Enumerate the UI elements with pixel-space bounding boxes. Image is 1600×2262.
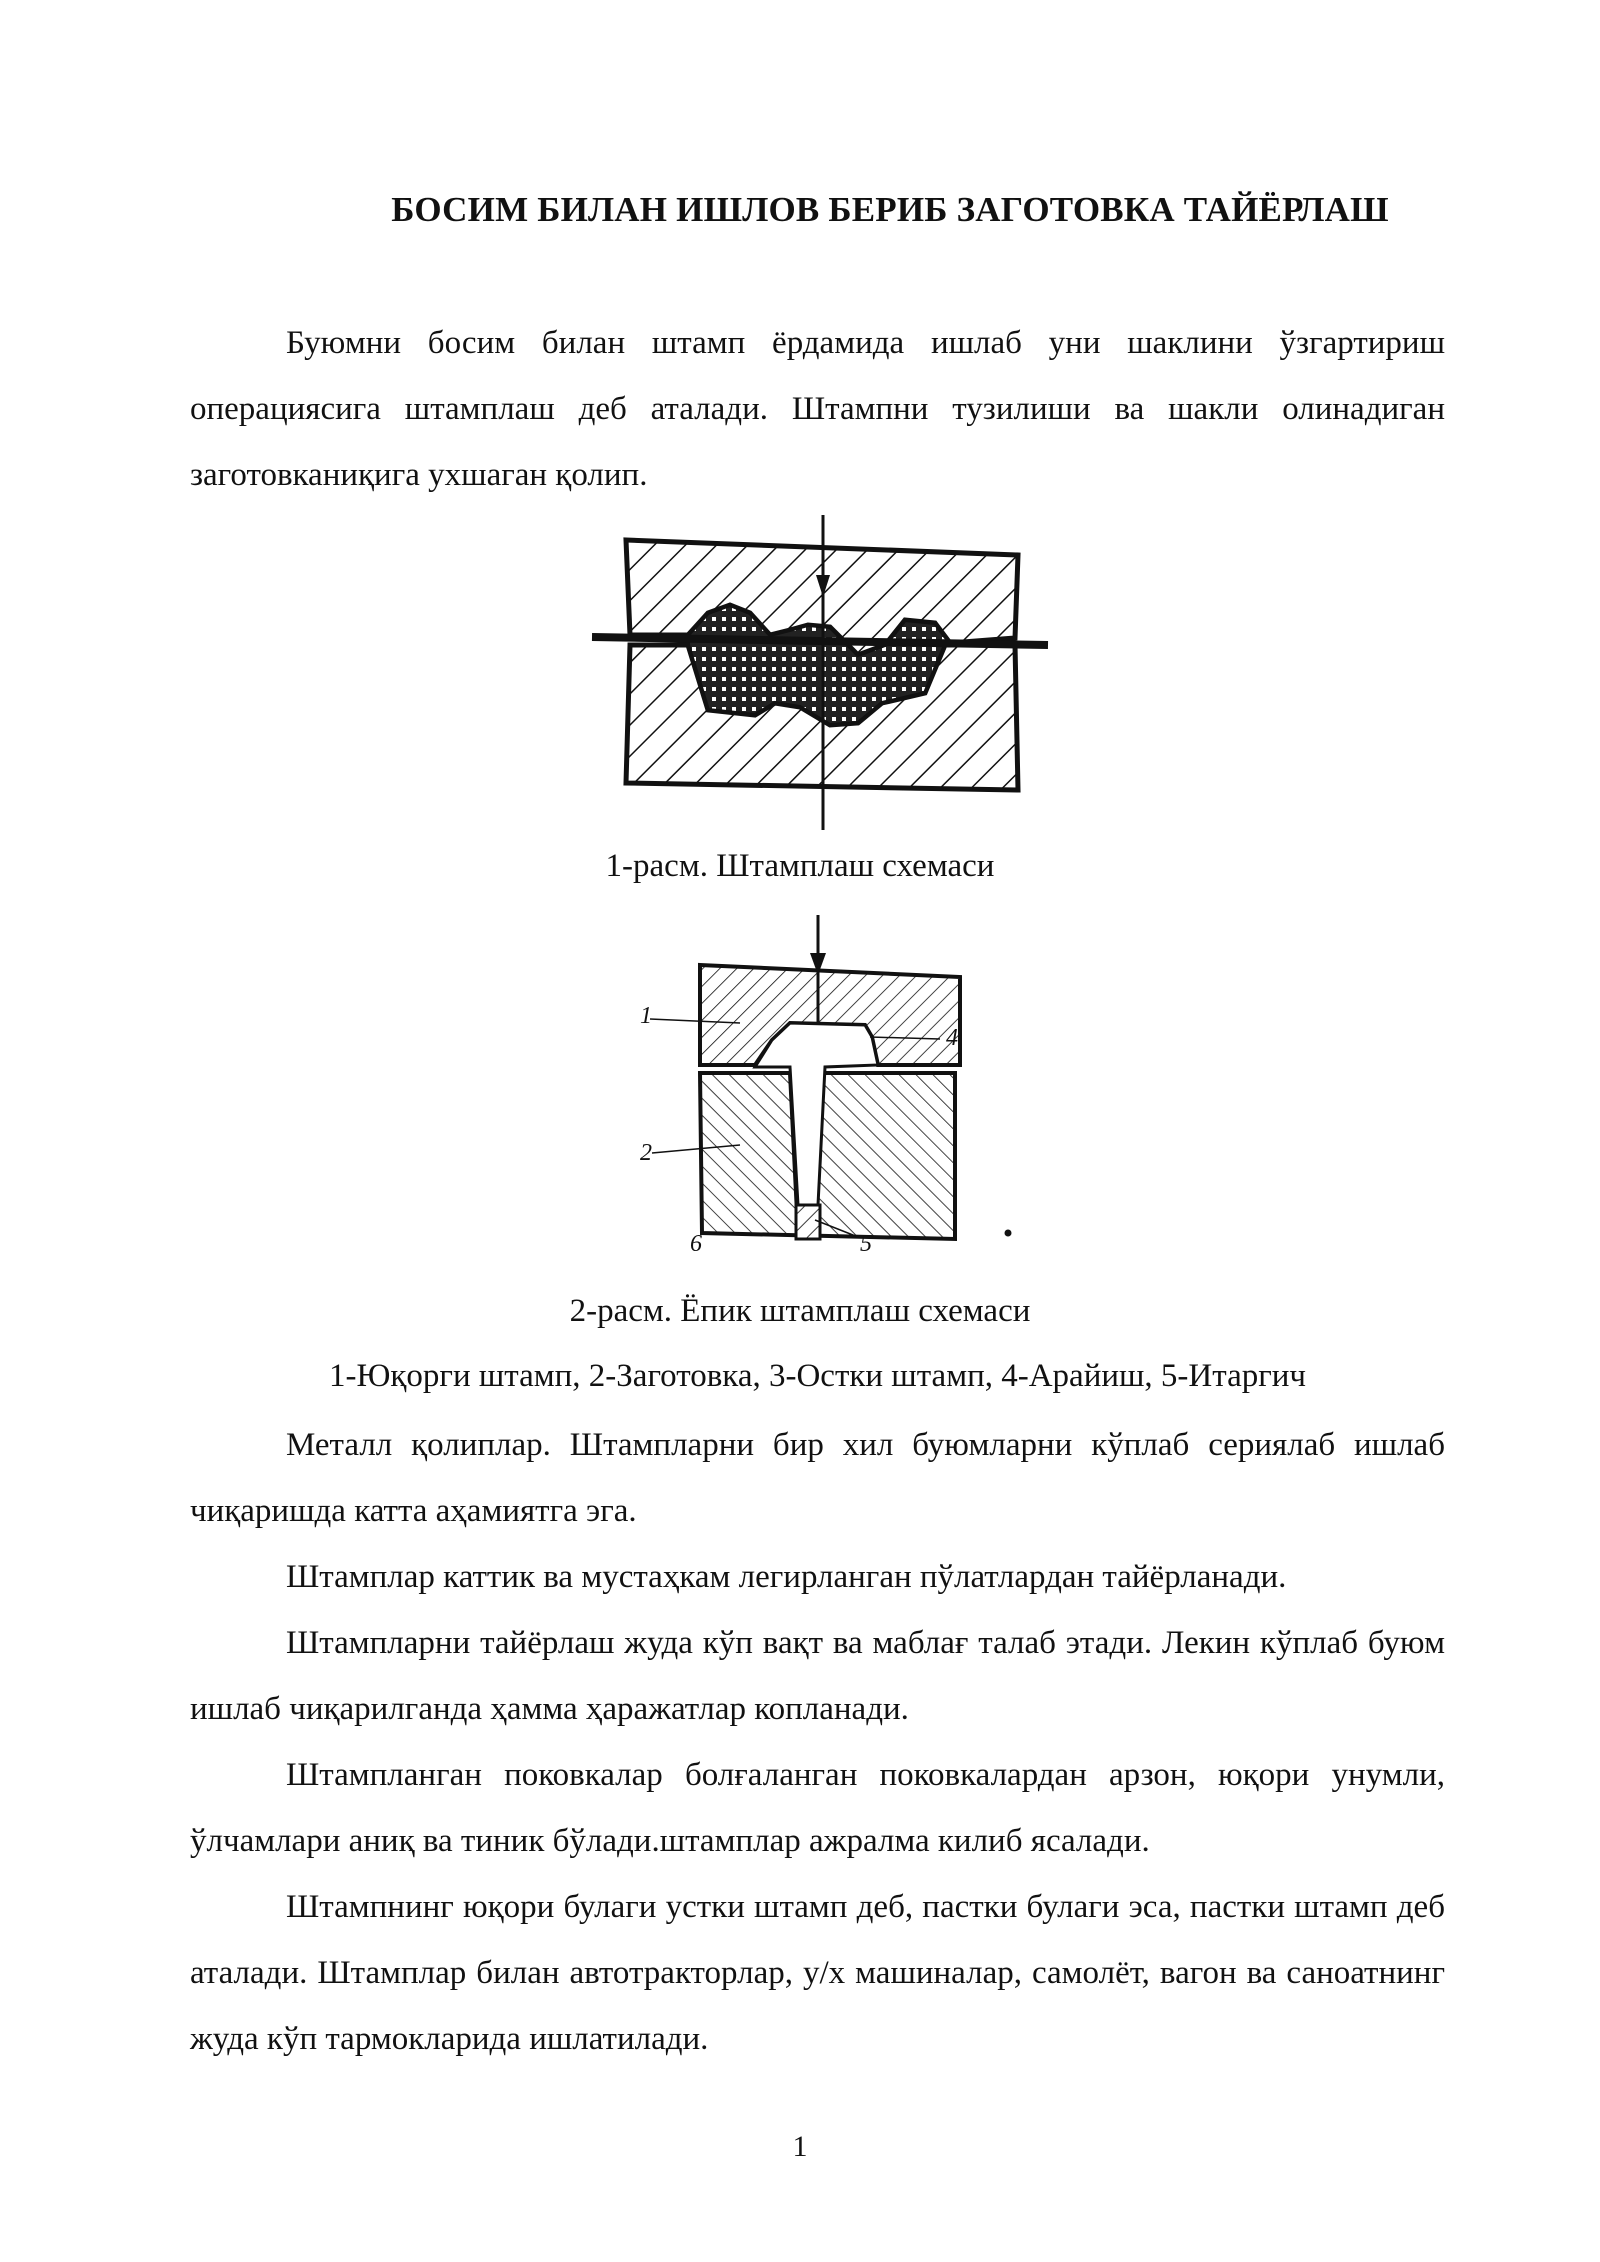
intro-paragraph: Буюмни босим билан штамп ёрдамида ишлаб уни шаклини ўзгартириш операциясига штамплаш деб аталади. Штампни тузилиши ва шакли олинадиган заготовканиқига ухшаган қолип. [190, 325, 1445, 493]
paragraph-4: Штампланган поковкалар болғаланган поковкалардан арзон, юқори унумли, ўлчамлари аниқ ва тиник бўлади.штамплар ажралма килиб ясалади. [190, 1757, 1445, 1859]
paragraph-2: Штамплар каттик ва мустаҳкам легирланган пўлатлардан тайёрланади. [286, 1559, 1287, 1595]
dot-mark [1005, 1230, 1012, 1237]
figure-2-legend: 1-Юқорги штамп, 2-Заготовка, 3-Остки штамп, 4-Арайиш, 5-Итаргич [328, 1358, 1307, 1394]
callout-5: 5 [860, 1231, 872, 1255]
callout-1: 1 [640, 1003, 652, 1029]
page-number: 1 [792, 2130, 808, 2163]
callout-2: 2 [640, 1140, 652, 1166]
figure-2-caption: 2-расм. Ёпик штамплаш схемаси [569, 1293, 1031, 1329]
paragraph-1: Металл қолиплар. Штампларни бир хил буюмларни кўплаб сериялаб ишлаб чиқаришда катта аҳамиятга эга. [190, 1427, 1445, 1529]
figure-1-stamping-diagram [590, 515, 1050, 835]
callout-4: 4 [946, 1025, 958, 1051]
lower-die [700, 1073, 955, 1239]
ejector [796, 1205, 820, 1239]
callout-6: 6 [690, 1231, 702, 1255]
paragraph-3: Штампларни тайёрлаш жуда кўп вақт ва маблағ талаб этади. Лекин кўплаб буюм ишлаб чиқарилганда ҳамма ҳаражатлар копланади. [190, 1625, 1445, 1727]
document-title: БОСИМ БИЛАН ИШЛОВ БЕРИБ ЗАГОТОВКА ТАЙЁРЛАШ [391, 190, 1389, 229]
figure-2-closed-die-diagram [620, 915, 1020, 1255]
figure-1-caption: 1-расм. Штамплаш схемаси [605, 848, 995, 884]
paragraph-5: Штампнинг юқори булаги устки штамп деб, пастки булаги эса, пастки штамп деб аталади. Штамплар билан автотракторлар, у/х машиналар, самолёт, вагон ва саноатнинг жуда кўп тармокларида ишлатилади. [190, 1889, 1445, 2057]
